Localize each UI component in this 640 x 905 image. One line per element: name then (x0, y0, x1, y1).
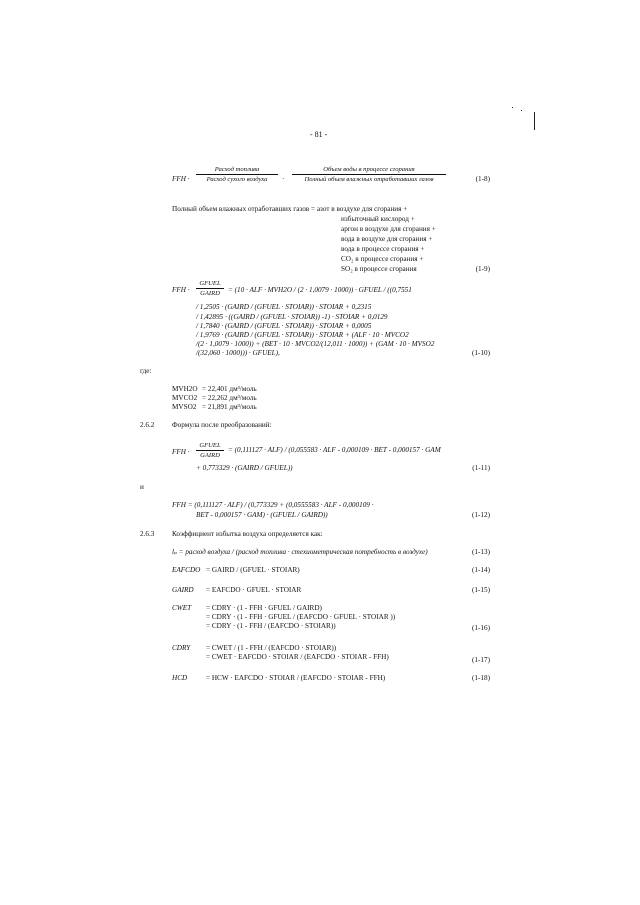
eq-1-17-line-1: = CWET · EAFCDO · STOIAR / (EAFCDO · STOIAR - FFH) (206, 653, 389, 661)
eq-1-8-frac1-num: Расход топлива (196, 166, 278, 175)
eq-1-9-number: (1-9) (475, 265, 490, 273)
eq-1-9-line-6: SO₂ в процессе сгорания (341, 265, 417, 273)
constant-name: MVSO2 (172, 403, 197, 411)
eq-1-16-line-0: = CDRY · (1 - FFH · GFUEL / GAIRD) (206, 604, 322, 612)
eq-1-10-line-1: / 1,2505 · (GAIRD / (GFUEL · STOIAR)) · STOIAR + 0,2315 (196, 303, 372, 311)
eq-1-10-number: (1-10) (472, 349, 490, 357)
eq-1-11-line-1: = (0,111127 · ALF) / (0,055583 · ALF - 0,000109 · BET - 0,000157 · GAM (228, 446, 441, 454)
scan-dot (521, 110, 522, 111)
eq-1-16-line-1: = CDRY · (1 - FFH · GFUEL / (EAFCDO · GFUEL · STOIAR )) (206, 613, 396, 621)
eq-1-10-line-3: / 1,7840 · (GAIRD / (GFUEL · STOIAR)) · STOIAR + 0,0005 (196, 322, 372, 330)
eq-1-10-fraction (196, 280, 224, 297)
eq-1-17-lhs: CDRY (172, 644, 191, 652)
eq-1-9-line-1: избыточный кислород + (341, 215, 415, 223)
eq-1-8-frac2-den: Полный объем влажных отработавших газов (304, 176, 434, 183)
eq-1-11-frac-den: GAIRD (200, 452, 220, 459)
section-2-6-2-number: 2.6.2 (140, 421, 155, 429)
eq-1-9-line-5: CO₂ в процессе сгорания + (341, 255, 424, 263)
eq-1-8-fraction-1 (196, 166, 278, 183)
eq-1-11-line-2: + 0,773329 · (GAIRD / GFUEL)) (196, 464, 293, 472)
eq-1-11-frac-num: GFUEL (196, 442, 224, 451)
scan-mark (534, 112, 535, 130)
eq-1-9-line-2: аргон в воздухе для сгорания + (341, 225, 436, 233)
page-number: - 81 - (310, 130, 328, 139)
eq-1-14-rhs: = GAIRD / (GFUEL · STOIAR) (206, 566, 300, 574)
eq-1-8-dot: · (282, 175, 285, 183)
eq-1-17-line-0: = CWET / (1 - FFH / (EAFCDO · STOIAR)) (206, 644, 337, 652)
eq-1-14-number: (1-14) (472, 566, 490, 574)
eq-1-10-line-5: /(2 · 1,0079 · 1000)) + (BET · 10 · MVCO2/(12,011 · 1000)) + (GAM · 10 · MVSO2 (196, 340, 435, 348)
eq-1-16-number: (1-16) (472, 624, 490, 632)
eq-1-13-number: (1-13) (472, 548, 490, 556)
constant-name: MVH2O (172, 385, 198, 393)
eq-1-10-line-6: /(32,060 · 1000))) · GFUEL), (196, 349, 280, 357)
eq-1-8-fraction-2 (292, 166, 446, 183)
eq-1-15-lhs: GAIRD (172, 586, 194, 594)
eq-1-15-number: (1-15) (472, 586, 490, 594)
eq-1-11-lhs: FFH · (172, 448, 190, 456)
scan-dot (512, 107, 513, 108)
eq-1-10-frac-den: GAIRD (200, 290, 220, 297)
eq-1-12-line-1: FFH = (0,111127 · ALF) / (0,773329 + (0,0555583 · ALF - 0,000109 · (172, 501, 374, 509)
eq-1-15-rhs: = EAFCDO · GFUEL · STOIAR (206, 586, 302, 594)
eq-1-10-line-4: / 1,9769 · (GAIRD / (GFUEL · STOIAR)) · STOIAR + (ALF · 10 · MVCO2 (196, 331, 409, 339)
eq-1-8-lhs: FFH · (172, 175, 190, 183)
eq-1-10-line-0: = (10 · ALF · MVH2O / (2 · 1,0079 · 1000)) · GFUEL / ((0,7551 (228, 286, 412, 294)
where-label: где: (140, 367, 152, 375)
eq-1-18-rhs: = HCW · EAFCDO · STOIAR / (EAFCDO · STOIAR - FFH) (206, 674, 386, 682)
eq-1-17-number: (1-17) (472, 656, 490, 664)
eq-1-11-fraction (196, 442, 224, 459)
constant-value: = 21,891 дм³/моль (202, 403, 257, 411)
eq-1-18-number: (1-18) (472, 674, 490, 682)
eq-1-8-number: (1-8) (475, 175, 490, 183)
eq-1-8-frac2-num: Объем воды в процессе сгорания (292, 166, 446, 175)
eq-1-10-frac-num: GFUEL (196, 280, 224, 289)
eq-1-8-frac1-den: Расход сухого воздуха (206, 176, 268, 183)
eq-1-12-number: (1-12) (472, 511, 490, 519)
constant-value: = 22,401 дм³/моль (202, 385, 257, 393)
constant-value: = 22,262 дм³/моль (202, 394, 257, 402)
eq-1-16-line-2: = CDRY · (1 - FFH / (EAFCDO · STOIAR)) (206, 622, 336, 630)
section-2-6-3-number: 2.6.3 (140, 530, 155, 538)
eq-1-11-number: (1-11) (472, 464, 490, 472)
eq-1-13-text: lₚ = расход воздуха / (расход топлива · стехиометрическая потребность в воздухе) (172, 548, 428, 556)
constant-name: MVCO2 (172, 394, 198, 402)
and-label: и (140, 483, 144, 491)
eq-1-10-lhs: FFH · (172, 286, 190, 294)
eq-1-18-lhs: HCD (172, 674, 188, 682)
eq-1-14-lhs: EAFCDO (172, 566, 201, 574)
eq-1-9-line-0: Полный объем влажных отработавших газов = азот в воздухе для сгорания + (172, 205, 408, 213)
section-2-6-3-title: Коэффициент избытка воздуха определяется как: (172, 530, 323, 538)
eq-1-9-line-3: вода в воздухе для сгорания + (341, 235, 433, 243)
section-2-6-2-title: Формула после преобразований: (172, 421, 272, 429)
eq-1-9-line-4: вода в процессе сгорания + (341, 245, 425, 253)
eq-1-16-lhs: CWET (172, 604, 192, 612)
eq-1-10-line-2: / 1,42895 · ((GAIRD / (GFUEL · STOIAR)) -1) · STOIAR + 0,0129 (196, 313, 388, 321)
eq-1-12-line-2: BET - 0,000157 · GAM) · (GFUEL / GAIRD)) (196, 511, 328, 519)
